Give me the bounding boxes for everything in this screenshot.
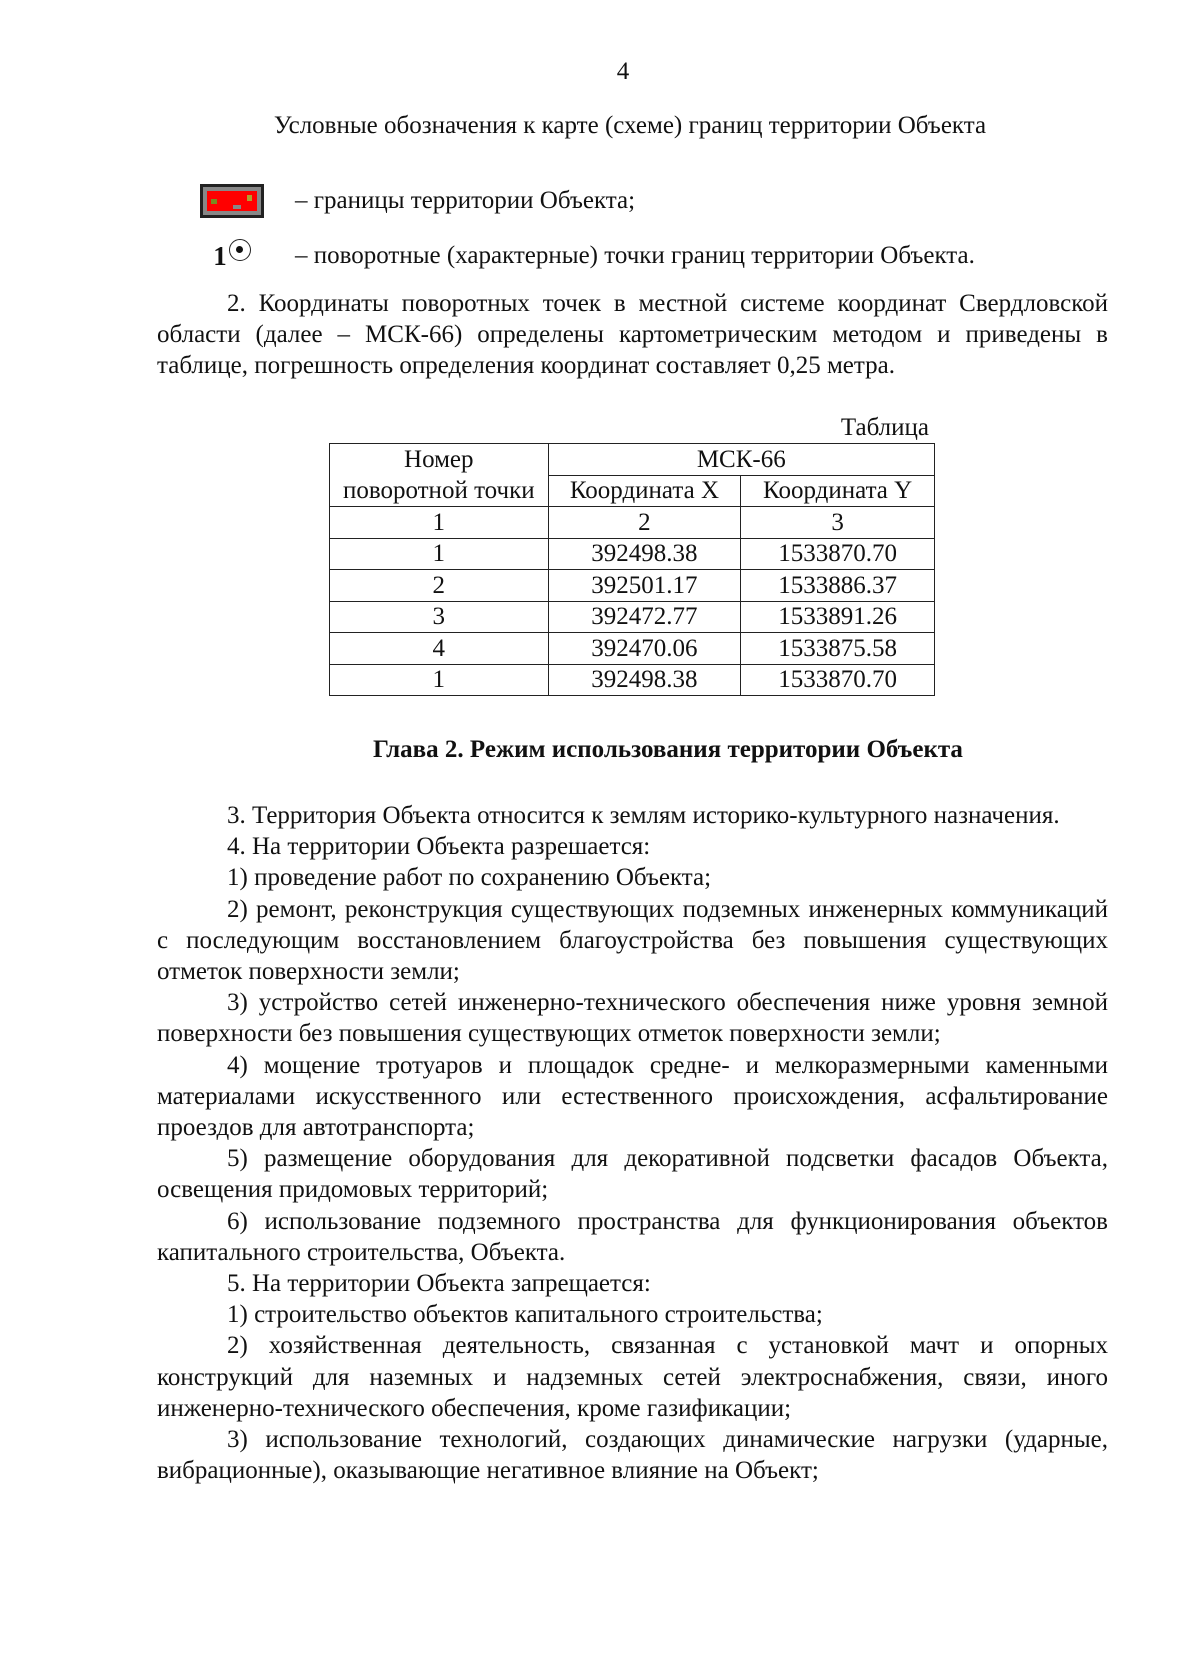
paragraph: 5. На территории Объекта запрещается: [227, 1270, 651, 1298]
legend-item-boundary [200, 181, 635, 221]
paragraph-coordinates [157, 288, 1108, 382]
list-item: 3) устройство сетей инженерно-технического обеспечения ниже уровня земной поверхности без повышения существующих отметок поверхности земли; [157, 989, 1108, 1048]
boundary-swatch-icon [200, 184, 264, 218]
column-number: 3 [741, 507, 935, 539]
table-caption: Таблица [840, 414, 929, 441]
point-label: 1 [213, 240, 227, 271]
header-point-number-1: Номер [330, 444, 549, 476]
legend-item-turning-point [200, 236, 975, 276]
table-row [330, 601, 935, 633]
column-number: 1 [330, 507, 549, 539]
cell-x: 392498.38 [548, 664, 741, 696]
cell-x: 392501.17 [548, 570, 741, 602]
header-system: МСК-66 [548, 444, 934, 476]
table-row [330, 664, 935, 696]
cell-y: 1533891.26 [741, 601, 935, 633]
cell-point: 2 [330, 570, 549, 602]
column-number-row [330, 507, 935, 539]
cell-point: 1 [330, 664, 549, 696]
header-point-number-2: поворотной точки [330, 475, 549, 507]
cell-y: 1533870.70 [741, 664, 935, 696]
column-number: 2 [548, 507, 741, 539]
cell-point: 1 [330, 538, 549, 570]
list-item: 4) мощение тротуаров и площадок средне- и мелкоразмерными каменными материалами искусственного или естественного происхождения, асфальтирование проездов для автотранспорта; [157, 1051, 1108, 1142]
paragraph: 3. Территория Объекта относится к землям историко-культурного назначения. [227, 802, 1060, 829]
legend-text: – границы территории Объекта; [295, 187, 636, 214]
cell-point: 3 [330, 601, 549, 633]
list-item: 2) ремонт, реконструкция существующих подземных инженерных коммуникаций с последующим восстановлением благоустройства без повышения существующих отметок поверхности земли; [157, 895, 1108, 986]
table-row [330, 570, 935, 602]
chapter-heading: Глава 2. Режим использования территории Объекта [373, 736, 963, 763]
cell-x: 392470.06 [548, 633, 741, 665]
table-row [330, 633, 935, 665]
coordinates-table [329, 443, 935, 696]
paragraph-text: 2. Координаты поворотных точек в местной системе координат Свердловской области (далее – МСК-66) определены картометрическим методом и приведены в таблице, погрешность определения координат составляет 0,25 метра. [157, 290, 1108, 380]
cell-x: 392498.38 [548, 538, 741, 570]
list-item: 3) использование технологий, создающих динамические нагрузки (ударные, вибрационные), оказывающие негативное влияние на Объект; [157, 1426, 1108, 1485]
cell-x: 392472.77 [548, 601, 741, 633]
body-text [157, 800, 1108, 1486]
list-item: 2) хозяйственная деятельность, связанная с установкой мачт и опорных конструкций для наземных и надземных сетей электроснабжения, связи, иного инженерно-технического обеспечения, кроме газификации; [157, 1332, 1108, 1422]
cell-y: 1533875.58 [741, 633, 935, 665]
cell-point: 4 [330, 633, 549, 665]
legend-text: – поворотные (характерные) точки границ территории Объекта. [295, 242, 975, 269]
list-item: 1) строительство объектов капитального строительства; [227, 1301, 823, 1329]
header-y: Координата Y [741, 475, 935, 507]
paragraph: 4. На территории Объекта разрешается: [227, 833, 651, 861]
list-item: 1) проведение работ по сохранению Объекта; [227, 864, 712, 892]
list-item: 6) использование подземного пространства для функционирования объектов капитального строительства, Объекта. [157, 1207, 1108, 1266]
cell-y: 1533886.37 [741, 570, 935, 602]
turning-point-icon [200, 241, 264, 272]
page-number: 4 [616, 58, 630, 85]
table-row [330, 538, 935, 570]
list-item: 5) размещение оборудования для декоративной подсветки фасадов Объекта, освещения придомовых территорий; [157, 1145, 1108, 1204]
legend-title: Условные обозначения к карте (схеме) границ территории Объекта [273, 112, 987, 139]
header-x: Координата X [548, 475, 741, 507]
cell-y: 1533870.70 [741, 538, 935, 570]
